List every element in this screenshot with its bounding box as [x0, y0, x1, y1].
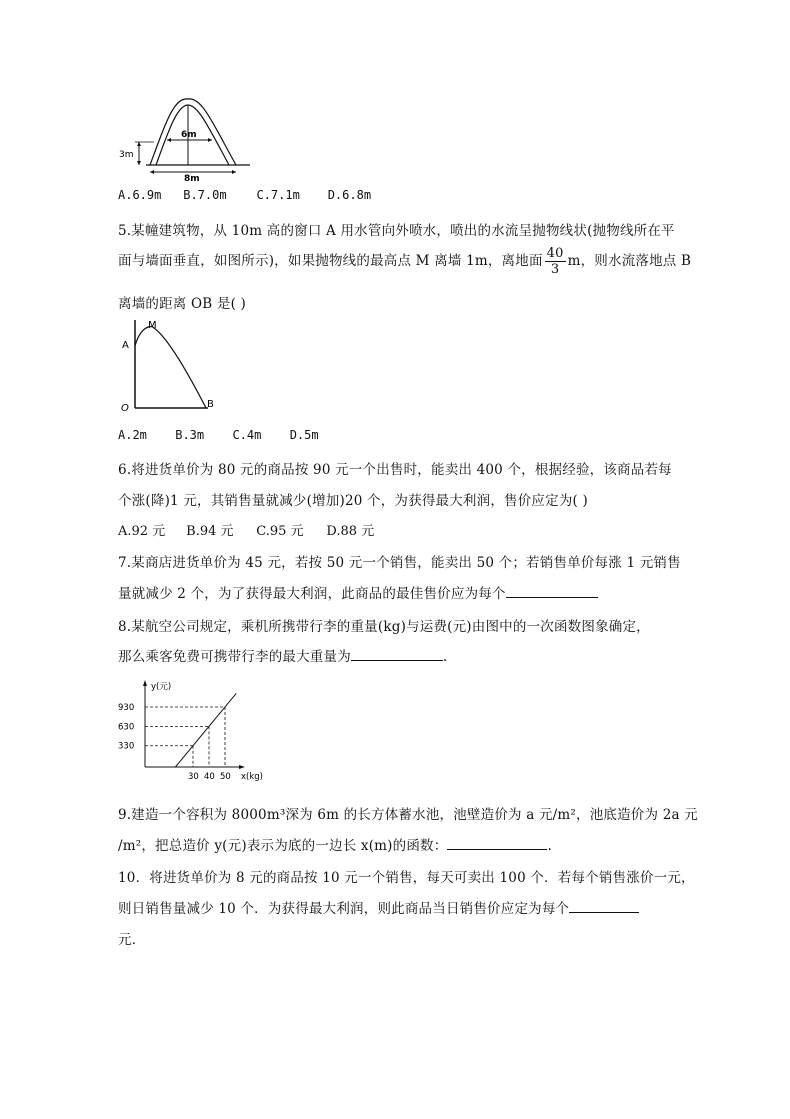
q7-line1: 7.某商店进货单价为 45 元，若按 50 元一个销售，能卖出 50 个；若销售单价每涨 1 元销售 — [118, 555, 681, 571]
q10-line2-text: 则日销售量减少 10 个．为获得最大利润，则此商品当日销售价应定为每个 — [118, 901, 570, 917]
q10-line2 — [118, 897, 639, 917]
q8-line2-end: . — [442, 649, 448, 665]
label-m: M — [148, 320, 157, 331]
q6-option-c: C.95 元 — [256, 524, 304, 539]
label-b: B — [207, 399, 214, 410]
arch-outer-label: 8m — [184, 174, 200, 182]
q6-options — [118, 520, 374, 539]
q8-line1: 8.某航空公司规定，乘机所携带行李的重量(kg)与运费(元)由图中的一次函数图象确定， — [118, 619, 650, 635]
q4-options — [118, 188, 371, 202]
q9-answer-blank[interactable] — [447, 837, 547, 850]
label-o: O — [121, 403, 129, 413]
label-a: A — [122, 340, 129, 351]
q9-line2 — [118, 834, 552, 854]
y-tick-label-630: 630 — [118, 722, 135, 733]
arch-height-label: 3m — [119, 150, 134, 160]
q5-option-b: B.3m — [175, 428, 205, 442]
q7-line2-text: 量就减少 2 个，为了获得最大利润，此商品的最佳售价应为每个 — [118, 586, 506, 602]
q5-line2-post: m，则水流落地点 B — [567, 253, 692, 269]
arch-figure — [118, 92, 253, 182]
x-tick-label-50: 50 — [220, 772, 231, 782]
q7-line2 — [118, 582, 598, 602]
q4-option-c: C.7.1m — [256, 188, 300, 202]
q6-line2: 个涨(降)1 元，其销售量就减少(增加)20 个，为获得最大利润，售价应定为( ) — [118, 493, 588, 509]
x-axis-label: x(kg) — [241, 772, 263, 782]
x-axis-arrow — [239, 765, 245, 769]
q5-options — [118, 428, 319, 442]
y-axis-label: y(元) — [151, 682, 172, 692]
q9-line2-text: /m²，把总造价 y(元)表示为底的一边长 x(m)的函数： — [118, 838, 448, 854]
parabola-figure — [118, 318, 223, 413]
x-tick-label-40: 40 — [204, 772, 215, 782]
arch-inner-label: 6m — [181, 130, 197, 140]
water-parabola — [135, 327, 206, 408]
q4-option-b: B.7.0m — [183, 188, 227, 202]
q5-line3: 离墙的距离 OB 是( ) — [118, 296, 246, 312]
q5-option-a: A.2m — [118, 428, 147, 442]
y-tick-label-930: 930 — [118, 703, 135, 714]
q8-answer-blank[interactable] — [351, 648, 443, 661]
q8-line2-text: 那么乘客免费可携带行李的最大重量为 — [118, 649, 351, 665]
x-tick-label-30: 30 — [188, 772, 199, 782]
q4-option-d: D.6.8m — [327, 188, 372, 202]
q7-answer-blank[interactable] — [506, 585, 598, 598]
y-tick-label-330: 330 — [118, 741, 135, 752]
q10-line1: 10．将进货单价为 8 元的商品按 10 元一个销售，每天可卖出 100 个．若每个销售涨价一元， — [118, 870, 695, 886]
freight-function-line — [175, 693, 236, 767]
q4-option-a: A.6.9m — [118, 188, 162, 202]
q8-line2 — [118, 645, 447, 665]
freight-chart — [118, 676, 278, 786]
q6-option-b: B.94 元 — [186, 524, 234, 539]
q5-frac-num: 40 — [546, 246, 564, 261]
q10-answer-blank[interactable] — [569, 900, 639, 913]
q5-frac-den: 3 — [550, 262, 560, 277]
q6-option-a: A.92 元 — [118, 524, 166, 539]
q5-option-c: C.4m — [232, 428, 262, 442]
q6-option-d: D.88 元 — [326, 524, 375, 539]
q6-line1: 6.将进货单价为 80 元的商品按 90 元一个出售时，能卖出 400 个，根据经验，该商品若每 — [118, 462, 672, 478]
q5-option-d: D.5m — [289, 428, 319, 442]
q9-line1: 9.建造一个容积为 8000m³深为 6m 的长方体蓄水池，池壁造价为 a 元/m²，池底造价为 2a 元 — [118, 807, 698, 823]
y-axis-arrow — [143, 680, 147, 686]
q5-line2 — [118, 246, 691, 277]
q9-line2-end: . — [547, 838, 552, 854]
q5-line2-pre: 面与墙面垂直，如图所示)，如果抛物线的最高点 M 离墙 1m，离地面 — [118, 253, 543, 269]
q10-line3: 元． — [118, 932, 146, 948]
q5-line1: 5.某幢建筑物，从 10m 高的窗口 A 用水管向外喷水，喷出的水流呈抛物线状(抛物线所在平 — [118, 223, 675, 239]
q5-fraction — [545, 246, 566, 277]
